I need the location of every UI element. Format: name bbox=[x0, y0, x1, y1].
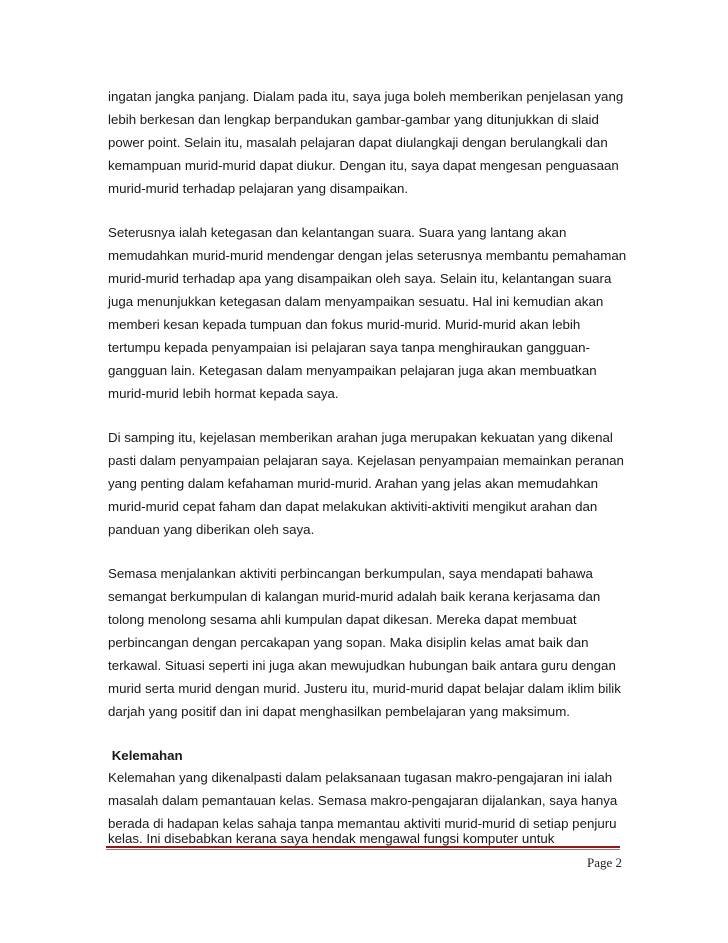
text-line: terkawal. Situasi seperti ini juga akan mewujudkan hubungan baik antara guru dengan bbox=[108, 658, 616, 673]
text-line: tolong menolong sesama ahli kumpulan dapat dikesan. Mereka dapat membuat bbox=[108, 612, 577, 627]
text-line: panduan yang diberikan oleh saya. bbox=[108, 522, 315, 537]
text-line: memudahkan murid-murid mendengar dengan jelas seterusnya membantu pemahaman bbox=[108, 248, 627, 263]
text-line: kemampuan murid-murid dapat diukur. Dengan itu, saya dapat mengesan penguasaan bbox=[108, 158, 619, 173]
text-line: yang penting dalam kefahaman murid-murid. Arahan yang jelas akan memudahkan bbox=[108, 476, 599, 491]
text-line: murid serta murid dengan murid. Justeru itu, murid-murid dapat belajar dalam iklim bilik bbox=[108, 681, 621, 696]
text-line: murid-murid lebih hormat kepada saya. bbox=[108, 386, 339, 401]
text-line: darjah yang positif dan ini dapat menghasilkan pembelajaran yang maksimum. bbox=[108, 704, 570, 719]
text-line: power point. Selain itu, masalah pelajaran dapat diulangkaji dengan berulangkali dan bbox=[108, 135, 608, 150]
text-line: Semasa menjalankan aktiviti perbincangan berkumpulan, saya mendapati bahawa bbox=[108, 566, 593, 581]
page-number: Page 2 bbox=[586, 855, 622, 870]
text-line: kelas. Ini disebabkan kerana saya hendak mengawal fungsi komputer untuk bbox=[108, 831, 555, 846]
text-line: pasti dalam penyampaian pelajaran saya. Kejelasan penyampaian memainkan peranan bbox=[108, 453, 624, 468]
text-line: ingatan jangka panjang. Dialam pada itu, saya juga boleh memberikan penjelasan yang bbox=[108, 89, 624, 104]
text-line: murid-murid terhadap pelajaran yang disampaikan. bbox=[108, 181, 409, 196]
footer-rule-thin bbox=[106, 849, 620, 850]
footer-rule bbox=[106, 846, 620, 848]
text-line: perbincangan dengan percakapan yang sopan. Maka disiplin kelas amat baik dan bbox=[108, 635, 589, 650]
text-line: juga menunjukkan ketegasan dalam menyampaikan sesuatu. Hal ini kemudian akan bbox=[108, 294, 604, 309]
text-line: murid-murid terhadap apa yang disampaikan oleh saya. Selain itu, kelantangan suara bbox=[108, 271, 612, 286]
text-line: Kelemahan yang dikenalpasti dalam pelaksanaan tugasan makro-pengajaran ini ialah bbox=[108, 770, 613, 785]
section-heading: Kelemahan bbox=[108, 748, 183, 763]
text-line: semangat berkumpulan di kalangan murid-murid adalah baik kerana kerjasama dan bbox=[108, 589, 601, 604]
text-line: Di samping itu, kejelasan memberikan arahan juga merupakan kekuatan yang dikenal bbox=[108, 430, 613, 445]
text-line: murid-murid cepat faham dan dapat melakukan aktiviti-aktiviti mengikut arahan dan bbox=[108, 499, 598, 514]
text-line: masalah dalam pemantauan kelas. Semasa makro-pengajaran dijalankan, saya hanya bbox=[108, 793, 618, 808]
text-line: tertumpu kepada penyampaian isi pelajaran saya tanpa menghiraukan gangguan- bbox=[108, 340, 590, 355]
text-line: memberi kesan kepada tumpuan dan fokus murid-murid. Murid-murid akan lebih bbox=[108, 317, 581, 332]
text-line: lebih berkesan dan lengkap berpandukan gambar-gambar yang ditunjukkan di slaid bbox=[108, 112, 599, 127]
text-line: Seterusnya ialah ketegasan dan kelantangan suara. Suara yang lantang akan bbox=[108, 225, 567, 240]
text-line: berada di hadapan kelas sahaja tanpa memantau aktiviti murid-murid di setiap penjuru bbox=[108, 816, 617, 831]
text-line: gangguan lain. Ketegasan dalam menyampaikan pelajaran juga akan membuatkan bbox=[108, 363, 597, 378]
